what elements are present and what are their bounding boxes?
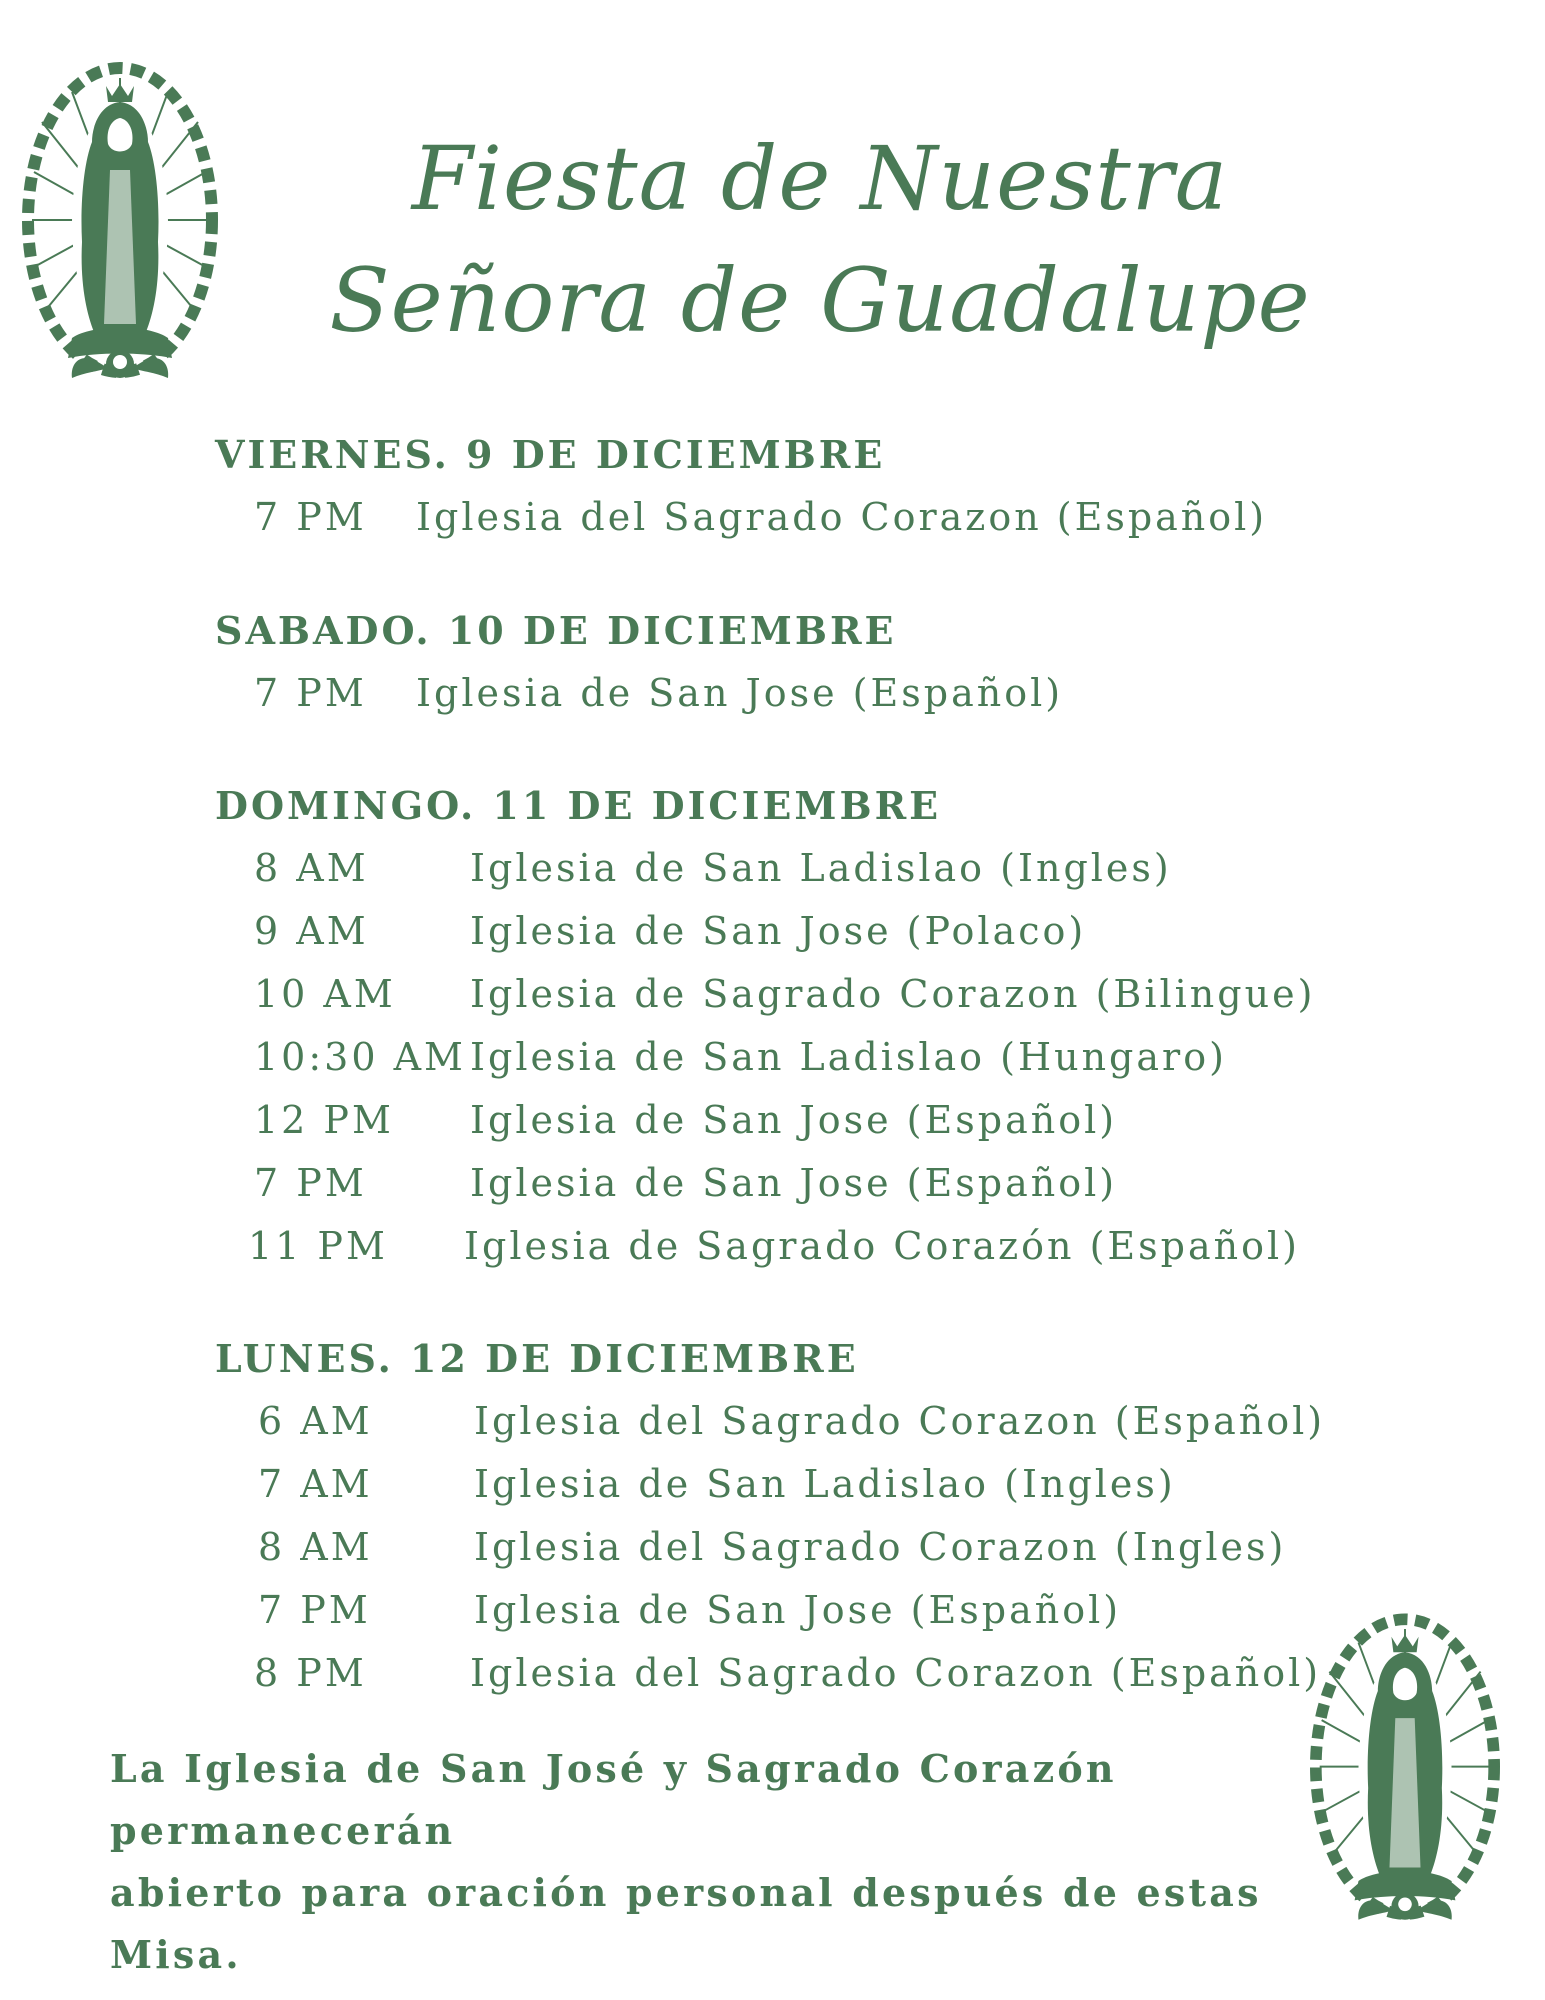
mass-time: 7 PM (258, 1588, 371, 1632)
mass-row (0, 1462, 1545, 1512)
mass-time: 10 AM (254, 972, 396, 1016)
mass-time: 7 PM (254, 671, 367, 715)
mass-time: 8 AM (258, 1525, 373, 1569)
mass-place: Iglesia de San Jose (Español) (416, 671, 1064, 715)
mass-time: 9 AM (254, 909, 369, 953)
guadalupe-virgin-icon (1310, 1606, 1500, 1936)
mass-place: Iglesia de Sagrado Corazon (Bilingue) (470, 972, 1316, 1016)
day-heading-viernes: VIERNES. 9 DE DICIEMBRE (215, 432, 886, 477)
day-heading-sabado: SABADO. 10 DE DICIEMBRE (215, 608, 897, 653)
mass-place: Iglesia de Sagrado Corazón (Español) (464, 1224, 1300, 1268)
mass-time: 6 AM (258, 1399, 373, 1443)
mass-row (0, 1161, 1545, 1211)
mass-place: Iglesia de San Ladislao (Ingles) (470, 846, 1172, 890)
page-title: Fiesta de Nuestra Señora de Guadalupe (329, 127, 1311, 352)
mass-place: Iglesia del Sagrado Corazon (Español) (474, 1399, 1326, 1443)
day-heading-lunes: LUNES. 12 DE DICIEMBRE (215, 1336, 859, 1381)
mass-place: Iglesia de San Ladislao (Hungaro) (470, 1035, 1227, 1079)
mass-row (0, 972, 1545, 1022)
mass-row (0, 1399, 1545, 1449)
mass-row (0, 495, 1545, 545)
mass-time: 8 AM (254, 846, 369, 890)
mass-place: Iglesia de San Ladislao (Ingles) (474, 1462, 1176, 1506)
mass-time: 10:30 AM (254, 1035, 466, 1079)
mass-row (0, 1525, 1545, 1575)
day-heading-domingo: DOMINGO. 11 DE DICIEMBRE (215, 783, 942, 828)
mass-row (0, 1098, 1545, 1148)
mass-row (0, 1224, 1545, 1274)
mass-place: Iglesia del Sagrado Corazon (Ingles) (474, 1525, 1287, 1569)
mass-time: 7 AM (258, 1462, 373, 1506)
mass-time: 8 PM (254, 1651, 367, 1695)
mass-place: Iglesia del Sagrado Corazon (Español) (470, 1651, 1322, 1695)
mass-place: Iglesia de San Jose (Español) (470, 1161, 1118, 1205)
mass-place: Iglesia de San Jose (Español) (474, 1588, 1122, 1632)
mass-time: 7 PM (254, 495, 367, 539)
mass-place: Iglesia del Sagrado Corazon (Español) (416, 495, 1268, 539)
mass-row (0, 846, 1545, 896)
mass-row (0, 671, 1545, 721)
mass-time: 12 PM (254, 1098, 394, 1142)
footer-note: La Iglesia de San José y Sagrado Corazón permanecerán abierto para oración personal después de estas Misa. (110, 1746, 1262, 1977)
mass-row (0, 1035, 1545, 1085)
mass-place: Iglesia de San Jose (Polaco) (470, 909, 1087, 953)
mass-time: 11 PM (248, 1224, 388, 1268)
mass-time: 7 PM (254, 1161, 367, 1205)
mass-row (0, 909, 1545, 959)
mass-place: Iglesia de San Jose (Español) (470, 1098, 1118, 1142)
